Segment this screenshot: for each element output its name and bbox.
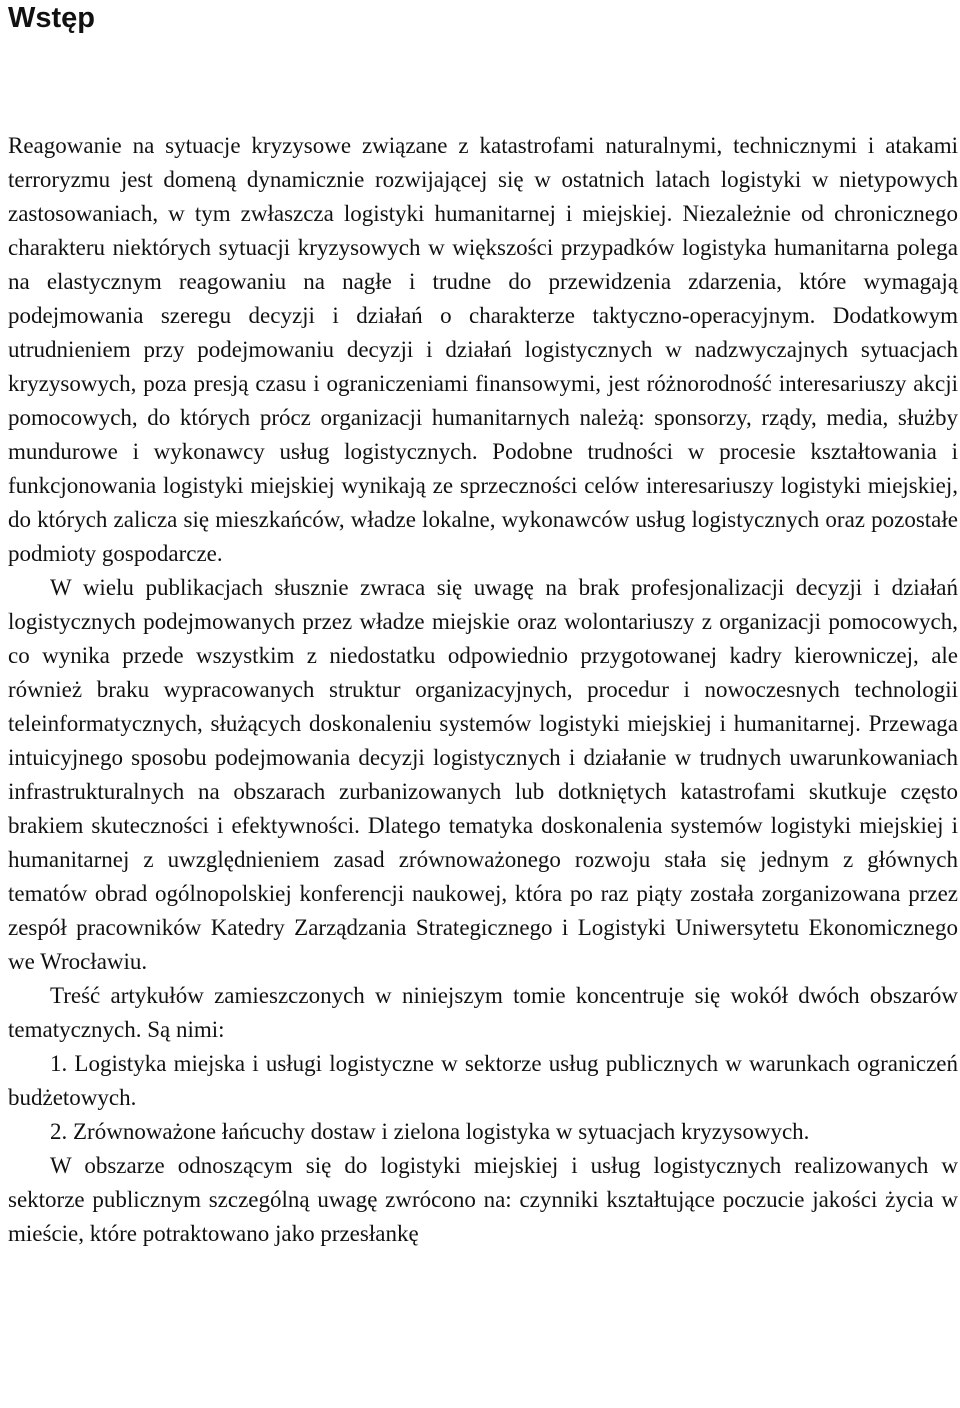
list-item-1: 1. Logistyka miejska i usługi logistyczne w sektorze usług publicznych w warunkach ograniczeń budżetowych.: [8, 1051, 958, 1110]
page-title: Wstęp: [8, 2, 95, 34]
paragraph-publications: W wielu publikacjach słusznie zwraca się uwagę na brak profesjonalizacji decyzji i działań logistycznych podejmowanych przez władze miejskie oraz wolontariuszy z organizacji pomocowych, co wynika przede wszystkim z niedostatku odpowiednio przygotowanej kadry kierowniczej, ale również braku wypracowanych struktur organizacyjnych, procedur i nowoczesnych technologii teleinformatycznych, służących doskonaleniu systemów logistyki miejskiej i humanitarnej. Przewaga intuicyjnego sposobu podejmowania decyzji logistycznych i działanie w trudnych uwarunkowaniach infrastrukturalnych na obszarach zurbanizowanych lub dotkniętych katastrofami skutkuje często brakiem skuteczności i efektywności. Dlatego tematyka doskonalenia systemów logistyki miejskiej i humanitarnej z uwzględnieniem zasad zrównoważonego rozwoju stała się jednym z głównych tematów obrad ogólnopolskiej konferencji naukowej, która po raz piąty została zorganizowana przez zespół pracowników Katedry Zarządzania Strategicznego i Logistyki Uniwersytetu Ekonomicznego we Wrocławiu.: [8, 575, 958, 974]
body-text: [8, 129, 958, 1251]
paragraph-contents: Treść artykułów zamieszczonych w niniejszym tomie koncentruje się wokół dwóch obszarów tematycznych. Są nimi:: [8, 983, 958, 1042]
paragraph-urban-logistics: W obszarze odnoszącym się do logistyki miejskiej i usług logistycznych realizowanych w sektorze publicznym szczególną uwagę zwrócono na: czynniki kształtujące poczucie jakości życia w mieście, które potraktowano jako przesłankę: [8, 1153, 958, 1246]
paragraph-intro: Reagowanie na sytuacje kryzysowe związane z katastrofami naturalnymi, technicznymi i atakami terroryzmu jest domeną dynamicznie rozwijającej się w ostatnich latach logistyki w nietypowych zastosowaniach, w tym zwłaszcza logistyki humanitarnej i miejskiej. Niezależnie od chronicznego charakteru niektórych sytuacji kryzysowych w większości przypadków logistyka humanitarna polega na elastycznym reagowaniu na nagłe i trudne do przewidzenia zdarzenia, które wymagają podejmowania szeregu decyzji i działań o charakterze taktyczno-operacyjnym. Dodatkowym utrudnieniem przy podejmowaniu decyzji i działań logistycznych w nadzwyczajnych sytuacjach kryzysowych, poza presją czasu i ograniczeniami finansowymi, jest różnorodność interesariuszy akcji pomocowych, do których prócz organizacji humanitarnych należą: sponsorzy, rządy, media, służby mundurowe i wykonawcy usług logistycznych. Podobne trudności w procesie kształtowania i funkcjonowania logistyki miejskiej wynikają ze sprzeczności celów interesariuszy logistyki miejskiej, do których zalicza się mieszkańców, władze lokalne, wykonawców usług logistycznych oraz pozostałe podmioty gospodarcze.: [8, 133, 958, 566]
list-item-2: 2. Zrównoważone łańcuchy dostaw i zielona logistyka w sytuacjach kryzysowych.: [50, 1119, 810, 1144]
document-page: [8, 0, 958, 1251]
